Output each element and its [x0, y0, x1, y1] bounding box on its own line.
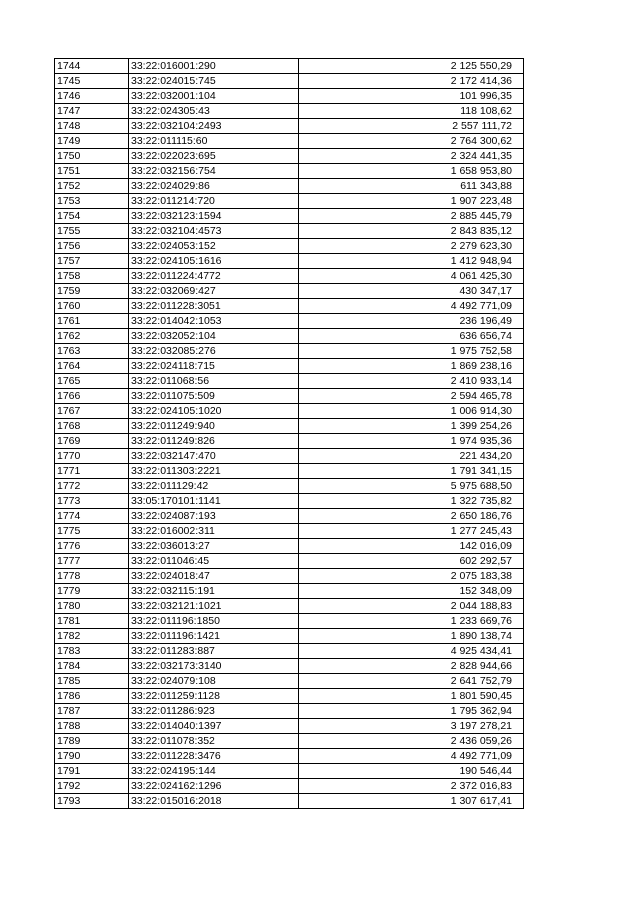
table-row [55, 314, 524, 329]
cadastral-number-cell: 33:22:024018:47 [129, 569, 299, 584]
row-number-cell: 1775 [55, 524, 129, 539]
table-row [55, 164, 524, 179]
row-number-cell: 1748 [55, 119, 129, 134]
table-row [55, 374, 524, 389]
value-cell: 1 412 948,94 [299, 254, 524, 269]
cadastral-number-cell: 33:22:011228:3051 [129, 299, 299, 314]
value-cell: 1 890 138,74 [299, 629, 524, 644]
table-row [55, 119, 524, 134]
table-row [55, 344, 524, 359]
table-row [55, 329, 524, 344]
table-row [55, 764, 524, 779]
row-number-cell: 1744 [55, 59, 129, 74]
row-number-cell: 1745 [55, 74, 129, 89]
table-row [55, 359, 524, 374]
cadastral-number-cell: 33:22:011286:923 [129, 704, 299, 719]
table-row [55, 434, 524, 449]
value-cell: 430 347,17 [299, 284, 524, 299]
table-row [55, 794, 524, 809]
row-number-cell: 1780 [55, 599, 129, 614]
row-number-cell: 1763 [55, 344, 129, 359]
cadastral-number-cell: 33:22:011196:1850 [129, 614, 299, 629]
cadastral-number-cell: 33:22:011078:352 [129, 734, 299, 749]
row-number-cell: 1786 [55, 689, 129, 704]
table-row [55, 224, 524, 239]
cadastral-number-cell: 33:22:024305:43 [129, 104, 299, 119]
row-number-cell: 1752 [55, 179, 129, 194]
row-number-cell: 1751 [55, 164, 129, 179]
value-cell: 3 197 278,21 [299, 719, 524, 734]
row-number-cell: 1789 [55, 734, 129, 749]
table-row [55, 584, 524, 599]
cadastral-number-cell: 33:22:016002:311 [129, 524, 299, 539]
cadastral-number-cell: 33:22:011249:826 [129, 434, 299, 449]
row-number-cell: 1791 [55, 764, 129, 779]
table-row [55, 659, 524, 674]
row-number-cell: 1753 [55, 194, 129, 209]
value-cell: 142 016,09 [299, 539, 524, 554]
cadastral-number-cell: 33:22:024195:144 [129, 764, 299, 779]
table-row [55, 179, 524, 194]
value-cell: 1 307 617,41 [299, 794, 524, 809]
cadastral-number-cell: 33:22:036013:27 [129, 539, 299, 554]
value-cell: 2 324 441,35 [299, 149, 524, 164]
cadastral-number-cell: 33:22:011115:60 [129, 134, 299, 149]
table-row [55, 629, 524, 644]
table-row [55, 209, 524, 224]
value-cell: 1 322 735,82 [299, 494, 524, 509]
row-number-cell: 1772 [55, 479, 129, 494]
value-cell: 236 196,49 [299, 314, 524, 329]
row-number-cell: 1792 [55, 779, 129, 794]
cadastral-number-cell: 33:05:170101:1141 [129, 494, 299, 509]
value-cell: 2 843 835,12 [299, 224, 524, 239]
table-row [55, 644, 524, 659]
row-number-cell: 1788 [55, 719, 129, 734]
cadastral-number-cell: 33:22:016001:290 [129, 59, 299, 74]
row-number-cell: 1758 [55, 269, 129, 284]
row-number-cell: 1783 [55, 644, 129, 659]
table-row [55, 134, 524, 149]
row-number-cell: 1770 [55, 449, 129, 464]
table-row [55, 194, 524, 209]
row-number-cell: 1761 [55, 314, 129, 329]
cadastral-number-cell: 33:22:011259:1128 [129, 689, 299, 704]
value-cell: 101 996,35 [299, 89, 524, 104]
row-number-cell: 1778 [55, 569, 129, 584]
value-cell: 2 044 188,83 [299, 599, 524, 614]
row-number-cell: 1756 [55, 239, 129, 254]
cadastral-number-cell: 33:22:032121:1021 [129, 599, 299, 614]
row-number-cell: 1767 [55, 404, 129, 419]
value-cell: 2 764 300,62 [299, 134, 524, 149]
value-cell: 2 410 933,14 [299, 374, 524, 389]
row-number-cell: 1760 [55, 299, 129, 314]
row-number-cell: 1785 [55, 674, 129, 689]
table-row [55, 89, 524, 104]
value-cell: 221 434,20 [299, 449, 524, 464]
cadastral-number-cell: 33:22:011046:45 [129, 554, 299, 569]
cadastral-number-cell: 33:22:032147:470 [129, 449, 299, 464]
table-row [55, 494, 524, 509]
table-row [55, 104, 524, 119]
table-row [55, 704, 524, 719]
value-cell: 190 546,44 [299, 764, 524, 779]
value-cell: 2 279 623,30 [299, 239, 524, 254]
cadastral-number-cell: 33:22:032052:104 [129, 329, 299, 344]
row-number-cell: 1784 [55, 659, 129, 674]
row-number-cell: 1776 [55, 539, 129, 554]
value-cell: 1 975 752,58 [299, 344, 524, 359]
cadastral-number-cell: 33:22:032085:276 [129, 344, 299, 359]
table-row [55, 509, 524, 524]
value-cell: 1 399 254,26 [299, 419, 524, 434]
value-cell: 1 795 362,94 [299, 704, 524, 719]
cadastral-number-cell: 33:22:011303:2221 [129, 464, 299, 479]
value-cell: 5 975 688,50 [299, 479, 524, 494]
table-body [55, 59, 524, 809]
value-cell: 4 061 425,30 [299, 269, 524, 284]
cadastral-number-cell: 33:22:022023:695 [129, 149, 299, 164]
table-row [55, 404, 524, 419]
value-cell: 152 348,09 [299, 584, 524, 599]
row-number-cell: 1764 [55, 359, 129, 374]
row-number-cell: 1771 [55, 464, 129, 479]
cadastral-number-cell: 33:22:024079:108 [129, 674, 299, 689]
cadastral-number-cell: 33:22:024118:715 [129, 359, 299, 374]
row-number-cell: 1768 [55, 419, 129, 434]
cadastral-number-cell: 33:22:032123:1594 [129, 209, 299, 224]
value-cell: 1 907 223,48 [299, 194, 524, 209]
value-cell: 602 292,57 [299, 554, 524, 569]
table-row [55, 239, 524, 254]
row-number-cell: 1773 [55, 494, 129, 509]
row-number-cell: 1765 [55, 374, 129, 389]
cadastral-number-cell: 33:22:014040:1397 [129, 719, 299, 734]
value-cell: 1 277 245,43 [299, 524, 524, 539]
cadastral-number-cell: 33:22:032069:427 [129, 284, 299, 299]
row-number-cell: 1757 [55, 254, 129, 269]
table-row [55, 734, 524, 749]
value-cell: 1 869 238,16 [299, 359, 524, 374]
row-number-cell: 1754 [55, 209, 129, 224]
row-number-cell: 1782 [55, 629, 129, 644]
table-row [55, 479, 524, 494]
value-cell: 4 925 434,41 [299, 644, 524, 659]
value-cell: 1 791 341,15 [299, 464, 524, 479]
table-row [55, 719, 524, 734]
value-cell: 1 233 669,76 [299, 614, 524, 629]
value-cell: 2 372 016,83 [299, 779, 524, 794]
table-row [55, 524, 524, 539]
value-cell: 1 801 590,45 [299, 689, 524, 704]
table-row [55, 59, 524, 74]
value-cell: 118 108,62 [299, 104, 524, 119]
row-number-cell: 1779 [55, 584, 129, 599]
value-cell: 2 594 465,78 [299, 389, 524, 404]
cadastral-number-cell: 33:22:011075:509 [129, 389, 299, 404]
value-cell: 2 436 059,26 [299, 734, 524, 749]
row-number-cell: 1762 [55, 329, 129, 344]
row-number-cell: 1759 [55, 284, 129, 299]
table-row [55, 614, 524, 629]
table-row [55, 674, 524, 689]
cadastral-number-cell: 33:22:011283:887 [129, 644, 299, 659]
table-row [55, 389, 524, 404]
cadastral-number-cell: 33:22:032001:104 [129, 89, 299, 104]
cadastral-number-cell: 33:22:032156:754 [129, 164, 299, 179]
value-cell: 1 006 914,30 [299, 404, 524, 419]
value-cell: 2 125 550,29 [299, 59, 524, 74]
cadastral-number-cell: 33:22:024087:193 [129, 509, 299, 524]
table-row [55, 569, 524, 584]
cadastral-number-cell: 33:22:011068:56 [129, 374, 299, 389]
table-row [55, 779, 524, 794]
row-number-cell: 1769 [55, 434, 129, 449]
table-row [55, 749, 524, 764]
value-cell: 2 557 111,72 [299, 119, 524, 134]
row-number-cell: 1750 [55, 149, 129, 164]
row-number-cell: 1749 [55, 134, 129, 149]
cadastral-number-cell: 33:22:011249:940 [129, 419, 299, 434]
value-cell: 2 885 445,79 [299, 209, 524, 224]
cadastral-number-cell: 33:22:011196:1421 [129, 629, 299, 644]
cadastral-number-cell: 33:22:032115:191 [129, 584, 299, 599]
cadastral-number-cell: 33:22:024029:86 [129, 179, 299, 194]
cadastral-value-table [54, 58, 524, 809]
table-row [55, 149, 524, 164]
value-cell: 2 650 186,76 [299, 509, 524, 524]
table-row [55, 269, 524, 284]
cadastral-number-cell: 33:22:024105:1616 [129, 254, 299, 269]
table-row [55, 299, 524, 314]
cadastral-number-cell: 33:22:032104:4573 [129, 224, 299, 239]
cadastral-number-cell: 33:22:011129:42 [129, 479, 299, 494]
table-row [55, 449, 524, 464]
row-number-cell: 1793 [55, 794, 129, 809]
table-row [55, 689, 524, 704]
cadastral-number-cell: 33:22:011224:4772 [129, 269, 299, 284]
value-cell: 636 656,74 [299, 329, 524, 344]
cadastral-number-cell: 33:22:032173:3140 [129, 659, 299, 674]
cadastral-number-cell: 33:22:015016:2018 [129, 794, 299, 809]
value-cell: 1 974 935,36 [299, 434, 524, 449]
row-number-cell: 1777 [55, 554, 129, 569]
table-row [55, 254, 524, 269]
table-row [55, 419, 524, 434]
cadastral-number-cell: 33:22:011214:720 [129, 194, 299, 209]
value-cell: 611 343,88 [299, 179, 524, 194]
table-row [55, 554, 524, 569]
table-row [55, 539, 524, 554]
row-number-cell: 1781 [55, 614, 129, 629]
row-number-cell: 1774 [55, 509, 129, 524]
table-row [55, 74, 524, 89]
cadastral-number-cell: 33:22:014042:1053 [129, 314, 299, 329]
value-cell: 4 492 771,09 [299, 749, 524, 764]
value-cell: 2 641 752,79 [299, 674, 524, 689]
row-number-cell: 1790 [55, 749, 129, 764]
value-cell: 4 492 771,09 [299, 299, 524, 314]
table-row [55, 464, 524, 479]
row-number-cell: 1746 [55, 89, 129, 104]
table-row [55, 284, 524, 299]
cadastral-number-cell: 33:22:011228:3476 [129, 749, 299, 764]
value-cell: 2 172 414,36 [299, 74, 524, 89]
row-number-cell: 1787 [55, 704, 129, 719]
value-cell: 2 828 944,66 [299, 659, 524, 674]
row-number-cell: 1766 [55, 389, 129, 404]
cadastral-number-cell: 33:22:024162:1296 [129, 779, 299, 794]
value-cell: 2 075 183,38 [299, 569, 524, 584]
cadastral-number-cell: 33:22:024053:152 [129, 239, 299, 254]
cadastral-number-cell: 33:22:024105:1020 [129, 404, 299, 419]
cadastral-number-cell: 33:22:024015:745 [129, 74, 299, 89]
row-number-cell: 1747 [55, 104, 129, 119]
table-row [55, 599, 524, 614]
row-number-cell: 1755 [55, 224, 129, 239]
value-cell: 1 658 953,80 [299, 164, 524, 179]
cadastral-number-cell: 33:22:032104:2493 [129, 119, 299, 134]
